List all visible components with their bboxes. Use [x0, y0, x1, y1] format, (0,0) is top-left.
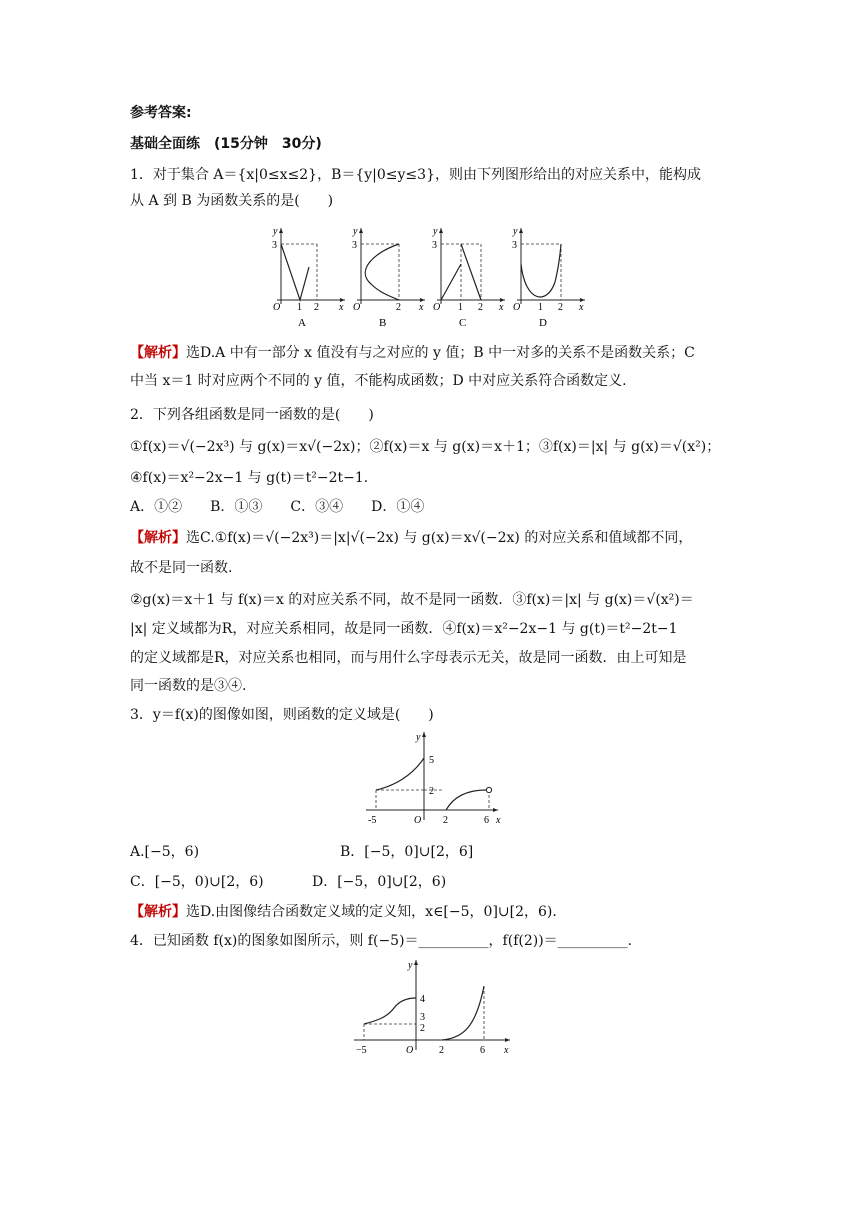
q3-y-label: y [416, 732, 421, 743]
q3-analysis-tag: 【解析】 [130, 904, 186, 920]
q3-option-a: A.[−5，6) [130, 844, 200, 860]
q3-tick-x6: 6 [484, 815, 489, 826]
q3-analysis-line [130, 902, 557, 922]
graph-a-tick-2: 2 [314, 302, 319, 313]
graph-c-tick-3: 3 [432, 240, 437, 251]
graph-d-tick-2: 2 [558, 302, 563, 313]
q3-tick-y5: 5 [429, 755, 434, 766]
graph-d-y-label: y [513, 226, 518, 237]
q2-analysis-line-6: 同一函数的是③④. [130, 678, 247, 694]
q2-stem: 2．下列各组函数是同一函数的是( ) [130, 407, 374, 423]
q4-tick-x2: 2 [439, 1045, 444, 1056]
q4-tick-x6: 6 [480, 1045, 485, 1056]
q3-option-c: C．[−5，0)∪[2，6) [130, 874, 264, 890]
q4-function-graph [350, 956, 520, 1060]
q1-analysis-line-2: 中当 x＝1 时对应两个不同的 y 值，不能构成函数；D 中对应关系符合函数定义. [130, 373, 627, 389]
q4-origin: O [406, 1045, 414, 1056]
q1-stem-line-2: 从 A 到 B 为函数关系的是( ) [130, 193, 334, 209]
q2-analysis-tag: 【解析】 [130, 530, 186, 546]
section-heading: 参考答案: [130, 105, 192, 121]
q1-stem-line-1: 1．对于集合 A＝{x|0≤x≤2}，B＝{y|0≤y≤3}，则由下列图形给出的对应关系中，能构成 [130, 167, 701, 183]
q2-analysis-line-1 [130, 528, 692, 548]
q1-analysis-tag: 【解析】 [130, 345, 186, 361]
q3-analysis-text: 选D.由图像结合函数定义域的定义知，x∈[−5，0]∪[2，6). [186, 904, 557, 920]
q3-origin: O [414, 815, 422, 826]
graph-a-tick-3: 3 [272, 240, 277, 251]
graph-a-y-label: y [273, 226, 278, 237]
graph-a-tick-1: 1 [297, 302, 302, 313]
q2-analysis-line-5: 的定义域都是R，对应关系也相同，而与用什么字母表示无关，故是同一函数．由上可知是 [130, 650, 687, 666]
graph-d-x-label: x [579, 302, 584, 313]
q3-option-d: D．[−5，0]∪[2，6) [312, 874, 447, 890]
q4-x-label: x [504, 1045, 509, 1056]
graph-b-tick-3: 3 [352, 240, 357, 251]
graph-a [272, 226, 345, 329]
graph-d-caption: D [539, 317, 547, 329]
q4-tick-y4: 4 [420, 994, 425, 1005]
graph-b-y-label: y [353, 226, 358, 237]
graph-b [352, 226, 425, 329]
q2-pairs-line-1: ①f(x)＝√(−2x³) 与 g(x)＝x√(−2x)；②f(x)＝x 与 g(x)＝x＋1；③f(x)＝|x| 与 g(x)＝√(x²)； [130, 439, 721, 455]
q3-x-label: x [496, 815, 501, 826]
q2-options: A．①② B．①③ C．③④ D．①④ [130, 499, 425, 515]
graph-d-tick-3: 3 [512, 240, 517, 251]
q2-analysis-text-1: 选C.①f(x)＝√(−2x³)＝|x|√(−2x) 与 g(x)＝x√(−2x) 的对应关系和值域都不同， [186, 530, 693, 546]
q1-analysis-line-1 [130, 343, 695, 363]
q3-tick-y2: 2 [429, 786, 434, 797]
q4-tick-y2: 2 [420, 1023, 425, 1034]
graph-c-x-label: x [499, 302, 504, 313]
graph-a-caption: A [298, 317, 306, 329]
graph-d-tick-1: 1 [538, 302, 543, 313]
graph-c [432, 226, 505, 329]
graph-c-caption: C [459, 317, 467, 329]
q1-figure-graphs [255, 222, 595, 332]
section-subheading: 基础全面练 (15分钟 30分) [130, 136, 322, 152]
q3-tick-x2: 2 [443, 815, 448, 826]
q4-stem: 4．已知函数 f(x)的图象如图所示，则 f(−5)＝__________，f(f(2))＝__________. [130, 933, 633, 949]
graph-a-origin: O [273, 302, 281, 313]
graph-c-y-label: y [433, 226, 438, 237]
q3-tick-x-neg5: -5 [368, 815, 377, 826]
q4-tick-x-neg5: −5 [356, 1045, 367, 1056]
graph-c-tick-2: 2 [478, 302, 483, 313]
q3-stem: 3．y＝f(x)的图像如图，则函数的定义域是( ) [130, 707, 434, 723]
graph-c-origin: O [433, 302, 441, 313]
graph-b-caption: B [379, 317, 387, 329]
graph-b-origin: O [353, 302, 361, 313]
q2-pairs-line-2: ④f(x)＝x²−2x−1 与 g(t)＝t²−2t−1. [130, 470, 369, 486]
q4-y-label: y [408, 960, 413, 971]
graph-d [512, 226, 585, 329]
graph-d-origin: O [513, 302, 521, 313]
q2-analysis-line-4: |x| 定义域都为R，对应关系相同，故是同一函数．④f(x)＝x²−2x−1 与 g(t)＝t²−2t−1 [130, 621, 678, 637]
q4-tick-y3: 3 [420, 1012, 425, 1023]
q3-function-graph [360, 728, 510, 828]
graph-a-x-label: x [339, 302, 344, 313]
q2-analysis-line-3: ②g(x)＝x＋1 与 f(x)＝x 的对应关系不同，故不是同一函数．③f(x)＝|x| 与 g(x)＝√(x²)＝ [130, 592, 694, 608]
q1-analysis-text-1: 选D.A 中有一部分 x 值没有与之对应的 y 值；B 中一对多的关系不是函数关系；C [186, 345, 695, 361]
q3-option-b: B．[−5，0]∪[2，6] [340, 844, 474, 860]
graph-b-tick-2: 2 [396, 302, 401, 313]
graph-c-tick-1: 1 [458, 302, 463, 313]
q2-analysis-line-2: 故不是同一函数. [130, 560, 233, 576]
graph-b-x-label: x [419, 302, 424, 313]
